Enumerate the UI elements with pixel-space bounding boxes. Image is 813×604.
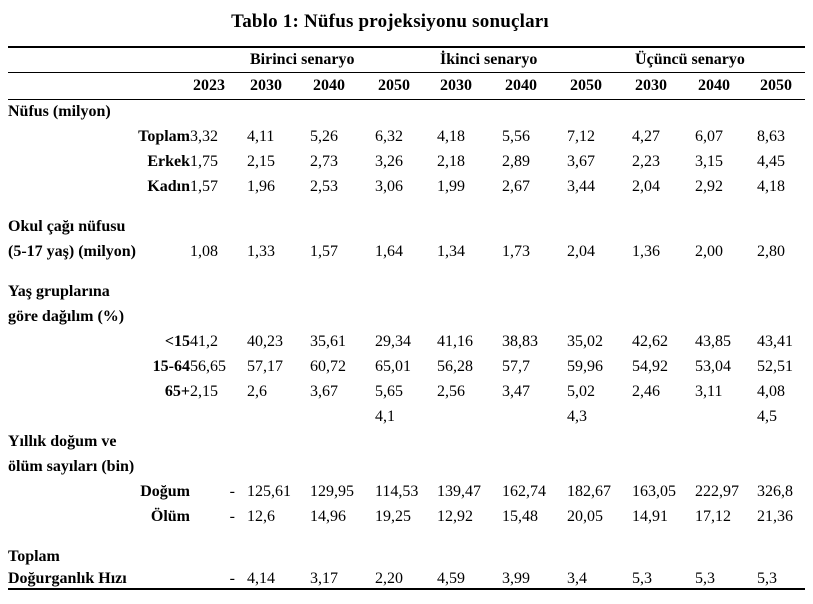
cell-value — [757, 99, 805, 124]
cell-value — [567, 279, 632, 304]
year-header-8: 2040 — [695, 72, 757, 99]
cell-value — [695, 304, 757, 329]
year-header-3: 2050 — [375, 72, 437, 99]
cell-value: 3,11 — [695, 382, 723, 400]
cell-value: 29,34 — [375, 332, 411, 350]
cell-value: 2,00 — [695, 242, 724, 260]
table-row — [8, 379, 805, 404]
cell-value: 56,65 — [190, 357, 226, 375]
table-row — [8, 199, 805, 214]
cell-value: 35,61 — [310, 332, 346, 350]
cell-value — [190, 429, 247, 454]
cell-value: 5,65 — [375, 382, 403, 400]
table-body — [8, 99, 805, 589]
cell-value: 3,26 — [375, 152, 403, 170]
cell-value: 5,3 — [632, 569, 653, 587]
row-label: Erkek — [147, 152, 190, 170]
cell-value — [695, 454, 757, 479]
cell-value — [502, 214, 567, 239]
cell-value: 2,53 — [310, 177, 338, 195]
cell-value: 17,12 — [695, 507, 732, 525]
cell-value: 2,18 — [437, 152, 465, 170]
cell-value: 5,3 — [757, 569, 778, 587]
cell-value — [310, 279, 375, 304]
table-row — [8, 504, 805, 529]
cell-value — [502, 99, 567, 124]
cell-value: 114,53 — [375, 482, 419, 500]
cell-value: 3,4 — [567, 569, 587, 587]
cell-value: 2,15 — [190, 382, 218, 400]
cell-value — [247, 304, 310, 329]
table-row — [8, 429, 805, 454]
cell-value — [375, 454, 437, 479]
cell-value: 2,6 — [247, 382, 267, 400]
cell-value — [757, 544, 805, 569]
row-label — [8, 404, 190, 429]
row-label: 15-64 — [152, 357, 190, 375]
cell-value: 65,01 — [375, 357, 411, 375]
cell-value — [247, 214, 310, 239]
cell-value — [310, 404, 375, 429]
cell-value — [567, 544, 632, 569]
cell-value — [375, 279, 437, 304]
cell-value: 35,02 — [567, 332, 603, 350]
cell-value — [695, 214, 757, 239]
row-label: Toplam — [138, 127, 190, 145]
cell-value — [437, 404, 502, 429]
cell-value: 5,26 — [310, 127, 338, 145]
cell-value: 1,08 — [190, 242, 218, 260]
table-row — [8, 304, 805, 329]
cell-value: 2,04 — [632, 177, 661, 195]
cell-value: 1,33 — [247, 242, 275, 260]
cell-value: 5,02 — [567, 382, 595, 400]
cell-value — [190, 214, 247, 239]
cell-value: 2,46 — [632, 382, 661, 400]
row-label: Yıllık doğum ve — [8, 432, 117, 450]
cell-value: 125,61 — [247, 482, 291, 500]
row-label: ölüm sayıları (bin) — [8, 457, 135, 475]
cell-value — [247, 404, 310, 429]
cell-value — [437, 279, 502, 304]
cell-value — [190, 279, 247, 304]
cell-value: 14,96 — [310, 507, 346, 525]
cell-value: 222,97 — [695, 482, 740, 500]
cell-value: 53,04 — [695, 357, 732, 375]
spacer-cell — [8, 264, 805, 279]
cell-value: 60,72 — [310, 357, 346, 375]
cell-value — [567, 454, 632, 479]
cell-value: 3,15 — [695, 152, 724, 170]
cell-value — [695, 404, 757, 429]
cell-value: 12,92 — [437, 507, 473, 525]
table-row — [8, 279, 805, 304]
table-row — [8, 544, 805, 569]
cell-value — [375, 304, 437, 329]
cell-value — [190, 404, 247, 429]
header-spacer-cell — [8, 47, 247, 72]
table-row — [8, 354, 805, 379]
year-header-6: 2050 — [567, 72, 632, 99]
table-row — [8, 404, 805, 429]
row-label: (5-17 yaş) (milyon) — [8, 242, 136, 260]
cell-value: 1,64 — [375, 242, 403, 260]
year-header-1: 2030 — [247, 72, 310, 99]
cell-value — [502, 279, 567, 304]
cell-value — [310, 304, 375, 329]
cell-value: 1,36 — [632, 242, 661, 260]
cell-value — [695, 279, 757, 304]
cell-value: 42,62 — [632, 332, 669, 350]
cell-value: 2,15 — [247, 152, 275, 170]
cell-value: 182,67 — [567, 482, 611, 500]
cell-value: 21,36 — [757, 507, 794, 525]
cell-value: 139,47 — [437, 482, 481, 500]
cell-value — [247, 454, 310, 479]
cell-value: 3,06 — [375, 177, 403, 195]
cell-value: 4,27 — [632, 127, 661, 145]
cell-value — [190, 544, 247, 569]
cell-value: 6,07 — [695, 127, 724, 145]
cell-value: 4,11 — [247, 127, 275, 145]
cell-value: 57,7 — [502, 357, 530, 375]
cell-value: 4,45 — [757, 152, 786, 170]
cell-value: 56,28 — [437, 357, 473, 375]
cell-value — [567, 99, 632, 124]
row-label: 65+ — [164, 382, 190, 400]
cell-value: 3,32 — [190, 127, 218, 145]
cell-value: 43,41 — [757, 332, 794, 350]
cell-value: 54,92 — [632, 357, 669, 375]
table-row — [8, 124, 805, 149]
cell-value — [632, 544, 695, 569]
cell-value — [502, 429, 567, 454]
cell-value — [310, 544, 375, 569]
row-label: Okul çağı nüfusu — [8, 217, 126, 235]
cell-value: 4,18 — [437, 127, 465, 145]
cell-value: 20,05 — [567, 507, 603, 525]
table-row — [8, 529, 805, 544]
cell-value: 4,3 — [567, 407, 587, 425]
cell-value: 15,48 — [502, 507, 538, 525]
cell-value: 6,32 — [375, 127, 403, 145]
cell-value — [247, 279, 310, 304]
cell-value — [632, 454, 695, 479]
table-row — [8, 149, 805, 174]
cell-value — [375, 214, 437, 239]
table-row — [8, 264, 805, 279]
spacer-cell — [8, 529, 805, 544]
row-label: Ölüm — [150, 507, 190, 525]
cell-value — [375, 99, 437, 124]
cell-value: 4,1 — [375, 407, 395, 425]
cell-value — [567, 304, 632, 329]
cell-value — [437, 99, 502, 124]
cell-value — [695, 544, 757, 569]
cell-value — [190, 99, 247, 124]
cell-value: 38,83 — [502, 332, 538, 350]
cell-value: 14,91 — [632, 507, 669, 525]
cell-value: 3,67 — [310, 382, 338, 400]
cell-value — [757, 304, 805, 329]
cell-value — [247, 429, 310, 454]
cell-value — [310, 214, 375, 239]
table-row — [8, 454, 805, 479]
cell-value: 162,74 — [502, 482, 546, 500]
cell-value: 4,5 — [757, 407, 778, 425]
row-label: <15 — [164, 332, 190, 350]
cell-value — [375, 544, 437, 569]
cell-value — [190, 304, 247, 329]
year-header-7: 2030 — [632, 72, 695, 99]
cell-value: 4,18 — [757, 177, 786, 195]
cell-value: 2,67 — [502, 177, 530, 195]
cell-value: 3,47 — [502, 382, 530, 400]
cell-value — [437, 429, 502, 454]
cell-value: 326,8 — [757, 482, 794, 500]
header-spacer-cell — [8, 72, 190, 99]
cell-value — [437, 544, 502, 569]
cell-value: 40,23 — [247, 332, 283, 350]
row-label: Doğurganlık Hızı — [8, 569, 127, 587]
cell-value: 1,57 — [310, 242, 338, 260]
cell-value: 2,20 — [375, 569, 403, 587]
cell-value: 41,16 — [437, 332, 473, 350]
cell-value: - — [229, 569, 235, 587]
cell-value — [247, 99, 310, 124]
table-head — [8, 47, 805, 99]
cell-value: - — [229, 507, 235, 525]
cell-value — [247, 544, 310, 569]
table-row — [8, 569, 805, 589]
cell-value: 2,04 — [567, 242, 595, 260]
cell-value — [310, 99, 375, 124]
cell-value — [310, 429, 375, 454]
cell-value — [757, 429, 805, 454]
cell-value — [757, 214, 805, 239]
cell-value: 4,14 — [247, 569, 275, 587]
cell-value: 1,75 — [190, 152, 218, 170]
cell-value — [502, 544, 567, 569]
year-header-4: 2030 — [437, 72, 502, 99]
scenario-header-row — [8, 47, 805, 72]
cell-value: 1,34 — [437, 242, 465, 260]
cell-value: 5,56 — [502, 127, 530, 145]
year-header-5: 2040 — [502, 72, 567, 99]
year-header-0: 2023 — [190, 72, 247, 99]
cell-value — [437, 304, 502, 329]
cell-value: 2,56 — [437, 382, 465, 400]
cell-value: 3,17 — [310, 569, 338, 587]
cell-value: 129,95 — [310, 482, 354, 500]
cell-value — [632, 429, 695, 454]
cell-value: 59,96 — [567, 357, 603, 375]
cell-value — [632, 404, 695, 429]
cell-value: 1,57 — [190, 177, 218, 195]
table-row — [8, 239, 805, 264]
cell-value — [757, 454, 805, 479]
cell-value — [632, 304, 695, 329]
row-label: Doğum — [140, 482, 190, 500]
row-label: Yaş gruplarına — [8, 282, 110, 300]
cell-value — [502, 304, 567, 329]
cell-value: 4,59 — [437, 569, 465, 587]
cell-value: 7,12 — [567, 127, 595, 145]
cell-value: 4,08 — [757, 382, 786, 400]
cell-value: 3,99 — [502, 569, 530, 587]
cell-value — [567, 214, 632, 239]
cell-value: 2,80 — [757, 242, 786, 260]
scenario-header-3: Üçüncü senaryo — [632, 47, 805, 72]
cell-value: 1,96 — [247, 177, 275, 195]
cell-value: 5,3 — [695, 569, 716, 587]
cell-value: 19,25 — [375, 507, 411, 525]
cell-value — [632, 214, 695, 239]
cell-value: 8,63 — [757, 127, 786, 145]
cell-value: 1,73 — [502, 242, 530, 260]
cell-value — [190, 454, 247, 479]
row-label: Nüfus (milyon) — [8, 102, 111, 120]
cell-value: 2,89 — [502, 152, 530, 170]
cell-value — [502, 404, 567, 429]
year-header-row — [8, 72, 805, 99]
cell-value — [437, 214, 502, 239]
cell-value — [632, 279, 695, 304]
table-title: Tablo 1: Nüfus projeksiyonu sonuçları — [231, 11, 549, 32]
cell-value: 2,23 — [632, 152, 661, 170]
scenario-header-1: Birinci senaryo — [247, 47, 437, 72]
cell-value: 3,67 — [567, 152, 595, 170]
cell-value: 52,51 — [757, 357, 794, 375]
table-row — [8, 214, 805, 239]
table-row — [8, 174, 805, 199]
year-header-2: 2040 — [310, 72, 375, 99]
year-header-9: 2050 — [757, 72, 805, 99]
row-label: göre dağılım (%) — [8, 307, 125, 325]
cell-value: 163,05 — [632, 482, 677, 500]
cell-value: - — [229, 482, 235, 500]
cell-value: 43,85 — [695, 332, 732, 350]
cell-value: 41,2 — [190, 332, 218, 350]
cell-value — [757, 279, 805, 304]
cell-value: 2,92 — [695, 177, 724, 195]
spacer-cell — [8, 199, 805, 214]
scenario-header-2: İkinci senaryo — [437, 47, 632, 72]
cell-value — [502, 454, 567, 479]
cell-value: 12,6 — [247, 507, 275, 525]
cell-value — [695, 429, 757, 454]
cell-value: 1,99 — [437, 177, 465, 195]
table-row — [8, 329, 805, 354]
cell-value — [375, 429, 437, 454]
projection-table — [8, 46, 805, 590]
row-label: Toplam — [8, 547, 60, 565]
table-row — [8, 99, 805, 124]
cell-value: 57,17 — [247, 357, 283, 375]
cell-value — [310, 454, 375, 479]
cell-value — [632, 99, 695, 124]
row-label: Kadın — [147, 177, 190, 195]
cell-value — [567, 429, 632, 454]
cell-value — [695, 99, 757, 124]
cell-value — [437, 454, 502, 479]
cell-value: 2,73 — [310, 152, 338, 170]
cell-value: 3,44 — [567, 177, 595, 195]
table-row — [8, 479, 805, 504]
